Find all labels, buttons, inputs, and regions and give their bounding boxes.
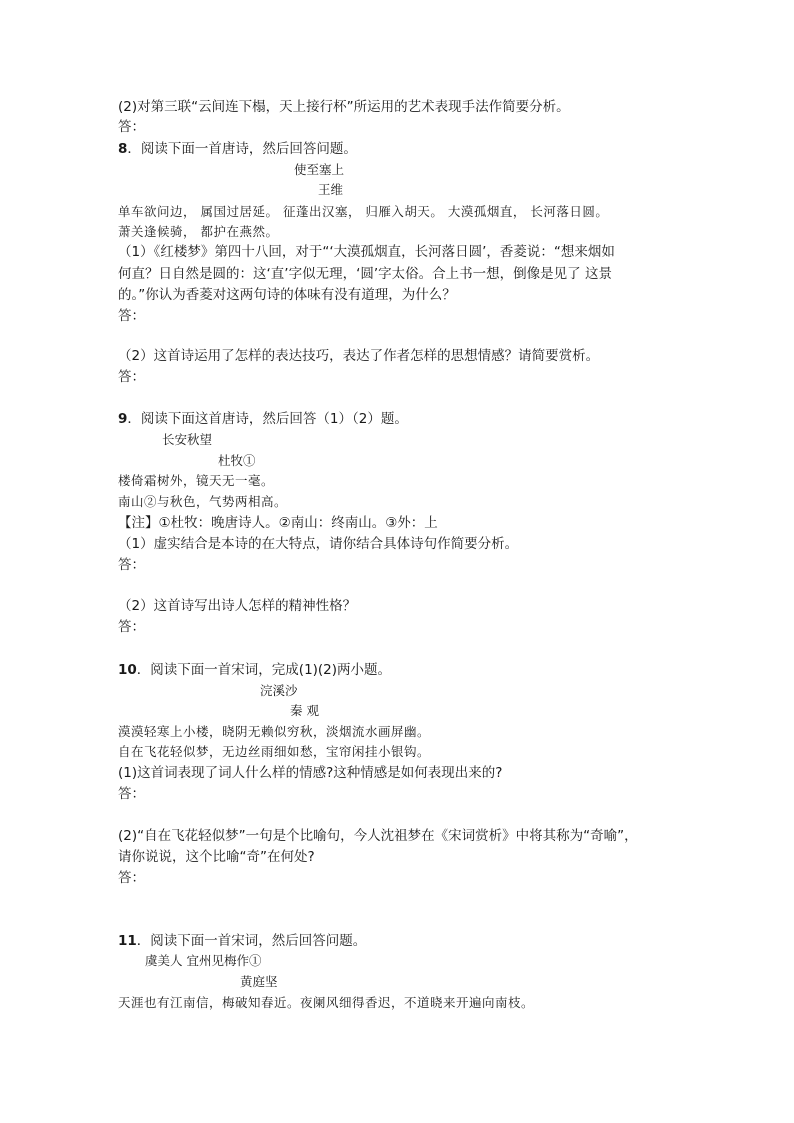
q8-part1-line-2: 何直？日自然是圆的：这‘直’字似无理，‘圆’字太俗。合上书一想，倒像是见了 这景: [118, 266, 612, 282]
q8-poem-author: 王维: [318, 182, 344, 197]
q8-prompt: ．阅读下面一首唐诗，然后回答问题。: [127, 141, 357, 157]
q9-part2: （2）这首诗写出诗人怎样的精神性格？: [118, 598, 357, 614]
q11-poem-line-1: 天涯也有江南信，梅破知春近。夜阑风细得香迟，不道晓来开遍向南枝。: [118, 995, 535, 1010]
q8-number: 8: [118, 141, 128, 157]
q10-part2-line-1: (2)“自在飞花轻似梦”一句是个比喻句，今人沈祖梦在《宋词赏析》中将其称为“奇喻”，: [118, 828, 638, 844]
q10-number: 10: [118, 662, 137, 678]
q9-poem-author: 杜牧①: [218, 453, 256, 468]
q7-part2: (2)对第三联“云间连下榻，天上接行杯”所运用的艺术表现手法作简要分析。: [118, 99, 570, 115]
q11-heading: [118, 932, 366, 950]
answer-label: 答：: [118, 619, 145, 635]
q8-poem-line-2: 萧关逢候骑， 都护在燕然。: [118, 224, 279, 239]
q10-prompt: ．阅读下面一首宋词，完成(1)(2)两小题。: [136, 662, 392, 678]
q9-number: 9: [118, 411, 128, 427]
q11-number: 11: [118, 933, 137, 949]
answer-label: 答：: [118, 119, 145, 135]
q9-poem-line-1: 楼倚霜树外，镜天无一毫。: [118, 473, 275, 488]
q10-part2-line-2: 请你说说，这个比喻“奇”在何处?: [118, 849, 315, 865]
q9-prompt: ．阅读下面这首唐诗，然后回答（1）（2）题。: [127, 411, 408, 427]
answer-label: 答：: [118, 308, 145, 324]
answer-label: 答：: [118, 870, 145, 886]
q9-poem-title: 长安秋望: [162, 432, 213, 447]
q8-part1-line-1: （1）《红楼梦》第四十八回，对于“‘大漠孤烟直，长河落日圆’，香菱说：“想来烟如: [118, 244, 615, 260]
q10-part1: (1)这首词表现了词人什么样的情感?这种情感是如何表现出来的?: [118, 765, 503, 781]
q10-poem-line-2: 自在飞花轻似梦，无边丝雨细如愁，宝帘闲挂小银钩。: [118, 744, 431, 759]
q9-note: 【注】①杜牧：晚唐诗人。②南山：终南山。③外：上: [118, 515, 438, 531]
answer-label: 答：: [118, 369, 145, 385]
q10-heading: [118, 661, 391, 679]
q8-part2: （2）这首诗运用了怎样的表达技巧，表达了作者怎样的思想情感？请简要赏析。: [118, 348, 600, 364]
q8-heading: [118, 140, 357, 158]
q9-heading: [118, 410, 408, 428]
q9-part1: （1）虚实结合是本诗的在大特点，请你结合具体诗句作简要分析。: [118, 536, 519, 552]
q10-poem-line-1: 漠漠轻寒上小楼，晓阴无赖似穷秋，淡烟流水画屏幽。: [118, 724, 431, 739]
q9-poem-line-2: 南山②与秋色，气势两相高。: [118, 494, 288, 509]
answer-label: 答：: [118, 786, 145, 802]
q8-poem-title: 使至塞上: [294, 162, 345, 177]
q10-poem-title: 浣溪沙: [260, 683, 298, 698]
q11-prompt: ．阅读下面一首宋词，然后回答问题。: [136, 933, 367, 949]
q11-poem-title: 虞美人 宜州见梅作①: [145, 953, 262, 968]
q8-poem-line-1: 单车欲问边， 属国过居延。 征蓬出汉塞， 归雁入胡天。 大漠孤烟直， 长河落日圆。: [118, 204, 609, 219]
answer-label: 答：: [118, 557, 145, 573]
q8-part1-line-3: 的。”你认为香菱对这两句诗的体味有没有道理，为什么？: [118, 287, 456, 303]
q10-poem-author: 秦 观: [290, 703, 319, 718]
q11-poem-author: 黄庭坚: [240, 974, 278, 989]
